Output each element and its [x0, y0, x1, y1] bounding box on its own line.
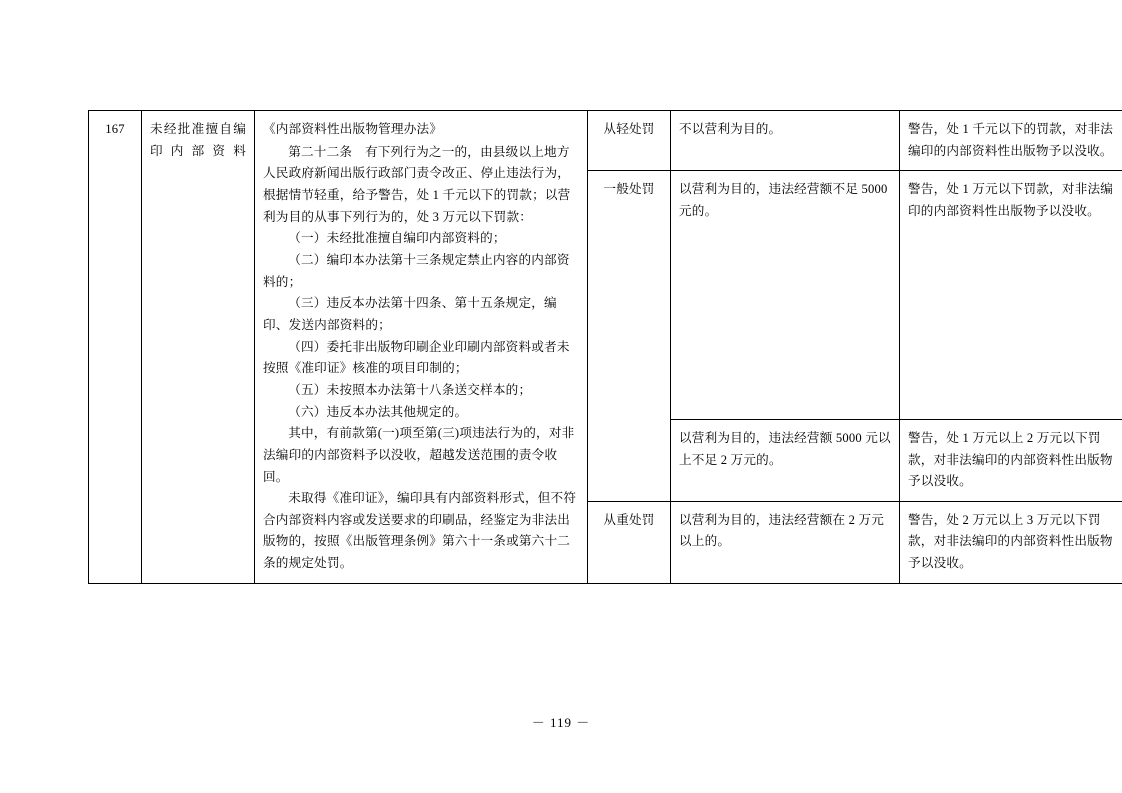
cell-penalty-level: 一般处罚	[588, 171, 671, 502]
table-container	[88, 110, 1114, 584]
legal-basis-line: （五）未按照本办法第十八条送交样本的；	[288, 382, 532, 397]
cell-penalty-level: 从轻处罚	[588, 111, 671, 171]
page-number-footer: － 119 －	[531, 715, 591, 730]
penalty-discretion-table	[88, 110, 1122, 584]
cell-result: 警告，处 1 万元以上 2 万元以下罚款，对非法编印的内部资料性出版物予以没收。	[900, 419, 1122, 501]
cell-result: 警告，处 2 万元以上 3 万元以下罚款，对非法编印的内部资料性出版物予以没收。	[900, 501, 1122, 583]
table-row	[89, 111, 1122, 171]
cell-item-name: 未经批准擅自编印内部资料	[142, 111, 255, 584]
cell-condition: 以营利为目的，违法经营额不足 5000 元的。	[671, 171, 900, 420]
cell-condition: 以营利为目的，违法经营额 5000 元以上不足 2 万元的。	[671, 419, 900, 501]
legal-basis-line: 未取得《准印证》，编印具有内部资料形式，但不符合内部资料内容或发送要求的印刷品，经鉴定为非法出版物的，按照《出版管理条例》第六十一条或第六十二条的规定处罚。	[263, 491, 577, 571]
cell-item-number: 167	[89, 111, 142, 584]
legal-basis-line: 第二十二条 有下列行为之一的，由县级以上地方人民政府新闻出版行政部门责令改正、停止违法行为，根据情节轻重，给予警告，处 1 千元以下的罚款；以营利为目的从事下列行为的，处 3 万元以下罚款：	[263, 144, 571, 224]
legal-basis-line: （一）未经批准擅自编印内部资料的；	[288, 231, 506, 246]
cell-result: 警告，处 1 千元以下的罚款，对非法编印的内部资料性出版物予以没收。	[900, 111, 1122, 171]
legal-basis-line: （六）违反本办法其他规定的。	[288, 404, 468, 419]
cell-condition: 不以营利为目的。	[671, 111, 900, 171]
cell-penalty-level: 从重处罚	[588, 501, 671, 583]
legal-basis-title: 《内部资料性出版物管理办法》	[263, 122, 443, 136]
legal-basis-line: （二）编印本办法第十三条规定禁止内容的内部资料的；	[263, 252, 570, 289]
cell-condition: 以营利为目的，违法经营额在 2 万元以上的。	[671, 501, 900, 583]
legal-basis-line: 其中，有前款第(一)项至第(三)项违法行为的，对非法编印的内部资料予以没收，超越发送范围的责令收回。	[263, 426, 575, 484]
legal-basis-line: （三）违反本办法第十四条、第十五条规定，编印、发送内部资料的；	[263, 296, 557, 332]
cell-result: 警告，处 1 万元以下罚款，对非法编印的内部资料性出版物予以没收。	[900, 171, 1122, 420]
cell-legal-basis	[255, 111, 588, 584]
legal-basis-line: （四）委托非出版物印刷企业印刷内部资料或者未按照《准印证》核准的项目印制的；	[263, 339, 570, 376]
